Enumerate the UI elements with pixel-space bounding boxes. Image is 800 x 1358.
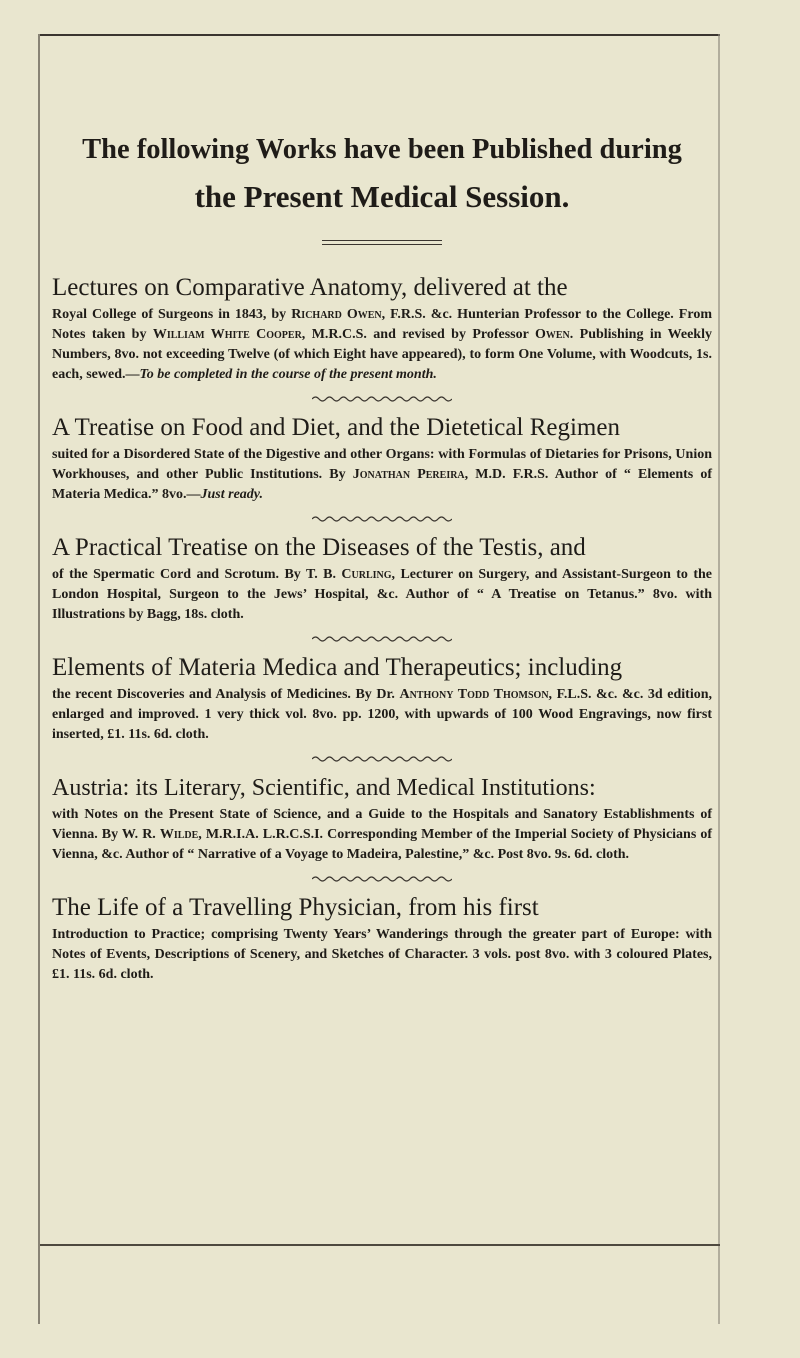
author-name: Wilde,	[159, 827, 202, 842]
entry-text: the recent Discoveries and Analysis of Medicines. By Dr.	[52, 687, 400, 702]
entry-body	[52, 685, 712, 745]
author-name: Anthony Todd Thomson,	[399, 687, 553, 702]
page-heading	[52, 130, 712, 218]
wavy-divider	[312, 635, 452, 643]
author-name: Curling,	[341, 567, 396, 582]
entry-note: Just ready.	[200, 487, 263, 502]
entry-title: Lectures on Comparative Anatomy, delivered at the	[52, 274, 568, 301]
entry-body	[52, 805, 712, 865]
book-entry-food-and-diet	[52, 413, 712, 505]
entry-text: suited for a Disordered State of the Digestive and other Organs: with Formulas of Dietaries for Prisons, Union Workhouses, and other Public Institutions. By	[52, 447, 712, 482]
heading-line-2: the Present Medical Session.	[194, 179, 570, 214]
entry-text: M.D. F.R.S. Author of “ Elements of Materia Medica.” 8vo.—	[52, 467, 713, 502]
entry-title: Austria: its Literary, Scientific, and Medical Institutions:	[52, 775, 596, 801]
heading-line-1: The following Works have been Published during	[82, 134, 682, 165]
page-left-edge	[38, 34, 40, 1324]
author-name: Owen.	[534, 327, 574, 342]
entry-text: Lecturer on Surgery, and Assistant-Surgeon to the London Hospital, Surgeon to the Jews’ Hospital, &c. Author of “ A Treatise on Tetanus.” 8vo. with Illustrations by Bagg, 18s. cloth.	[52, 567, 712, 622]
wavy-divider	[312, 515, 452, 523]
entry-body	[52, 565, 712, 625]
author-name: Richard Owen,	[291, 307, 386, 322]
book-entry-travelling-physician	[52, 893, 712, 985]
wavy-divider	[312, 755, 452, 763]
entry-body	[52, 305, 712, 385]
book-entry-diseases-of-testis	[52, 533, 712, 625]
entry-text: F.R.S. &c. Hunterian Professor to the College. From Notes taken by	[52, 307, 712, 342]
entry-body	[52, 445, 712, 505]
entry-text: F.L.S. &c. &c. 3d edition, enlarged and improved. 1 very thick vol. 8vo. pp. 1200, with upwards of 100 Wood Engravings, now first inserted, £1. 11s. 6d. cloth.	[52, 687, 713, 742]
entry-title: A Treatise on Food and Diet, and the Dietetical Regimen	[52, 414, 620, 441]
page-top-edge	[40, 34, 720, 36]
book-entry-austria	[52, 773, 712, 865]
entry-text: M.R.C.S. and revised by Professor	[305, 327, 535, 342]
entry-text: Publishing in Weekly Numbers, 8vo. not exceeding Twelve (of which Eight have appeared), to form One Volume, with Woodcuts, 1s. each, sewed.—	[52, 327, 712, 382]
wavy-divider	[312, 395, 452, 403]
entry-text: with Notes on the Present State of Science, and a Guide to the Hospitals and Sanatory Establishments of Vienna. By W. R.	[52, 807, 712, 842]
book-entry-comparative-anatomy	[52, 273, 712, 385]
entry-text: of the Spermatic Cord and Scrotum. By T. B.	[52, 567, 342, 582]
double-rule-divider	[322, 240, 442, 245]
page-bottom-edge	[40, 1244, 720, 1246]
entry-body	[52, 925, 712, 985]
page-right-edge	[718, 34, 720, 1324]
entry-text: M.R.I.A. L.R.C.S.I. Corresponding Member of the Imperial Society of Physicians of Vienna, &c. Author of “ Narrative of a Voyage to Madeira, Palestine,” &c. Post 8vo. 9s. 6d. cloth.	[52, 827, 712, 862]
entry-note: To be completed in the course of the present month.	[139, 367, 437, 382]
entry-title: The Life of a Travelling Physician, from his first	[52, 894, 539, 921]
entry-title: Elements of Materia Medica and Therapeutics; including	[52, 654, 623, 681]
entry-text: Royal College of Surgeons in 1843, by	[52, 307, 292, 322]
wavy-divider	[312, 875, 452, 883]
entry-text: Introduction to Practice; comprising Twenty Years’ Wanderings through the greater part of Europe: with Notes of Events, Descriptions of Scenery, and Sketches of Character. 3 vols. post 8vo. with 3 coloured Plates, £1. 11s. 6d. cloth.	[52, 927, 712, 982]
author-name: Jonathan Pereira,	[352, 467, 469, 482]
book-entry-materia-medica	[52, 653, 712, 745]
entry-title: A Practical Treatise on the Diseases of the Testis, and	[52, 534, 586, 561]
advertisement-page	[52, 130, 712, 985]
author-name: William White Cooper,	[152, 327, 306, 342]
